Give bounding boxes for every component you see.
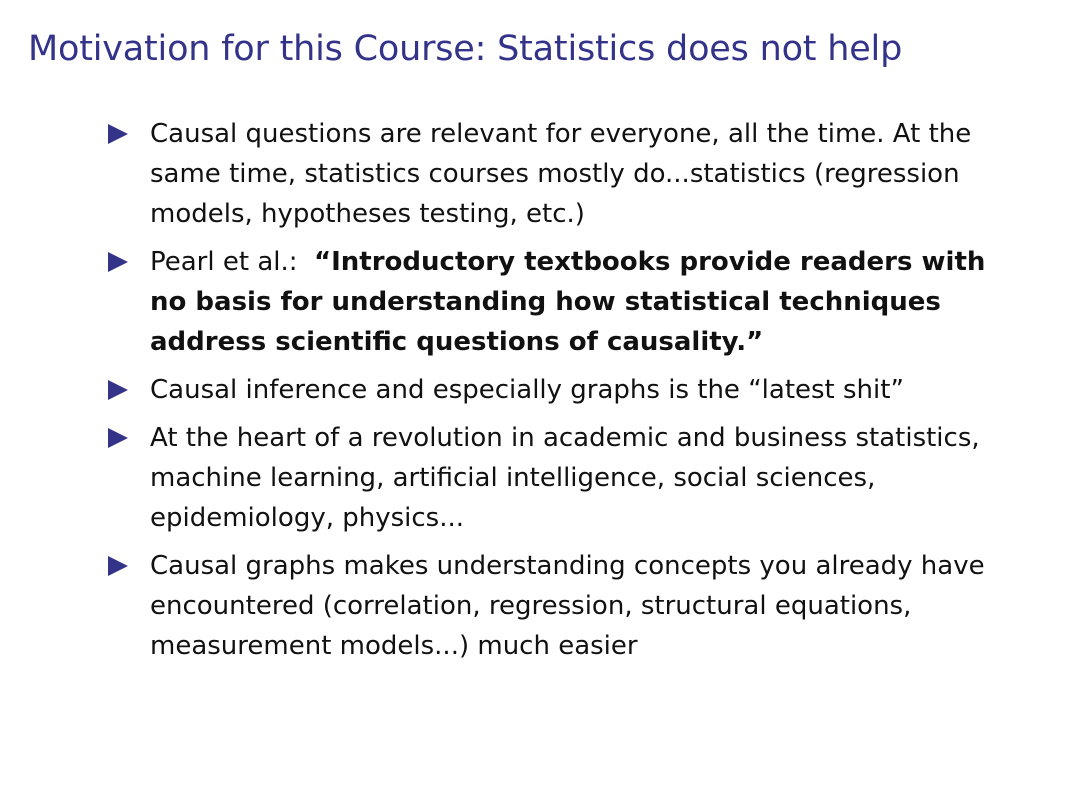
- triangle-right-icon: [108, 556, 128, 576]
- bullet-list: [108, 114, 1028, 674]
- bullet-quote: “Introductory textbooks provide readers with no basis for understanding how statistical techniques address scientific questions of causality.”: [150, 247, 986, 357]
- slide-title: Motivation for this Course: Statistics does not help: [28, 29, 903, 69]
- bullet-text: Causal questions are relevant for everyone, all the time. At the same time, statistics courses mostly do...statistics (regression models, hypotheses testing, etc.): [150, 119, 972, 229]
- bullet-item: [108, 418, 1028, 538]
- bullet-item: [108, 242, 1028, 362]
- bullet-item: [108, 546, 1028, 666]
- bullet-text: At the heart of a revolution in academic and business statistics, machine learning, artificial intelligence, social sciences, epidemiology, physics...: [150, 423, 980, 533]
- bullet-item: [108, 114, 1028, 234]
- triangle-right-icon: [108, 252, 128, 272]
- bullet-text: Causal graphs makes understanding concepts you already have encountered (correlation, regression, structural equations, measurement models...) much easier: [150, 551, 985, 661]
- bullet-text: Causal inference and especially graphs is the “latest shit”: [150, 375, 904, 405]
- triangle-right-icon: [108, 428, 128, 448]
- bullet-item: [108, 370, 1028, 410]
- bullet-prefix: Pearl et al.:: [150, 247, 315, 277]
- triangle-right-icon: [108, 380, 128, 400]
- triangle-right-icon: [108, 124, 128, 144]
